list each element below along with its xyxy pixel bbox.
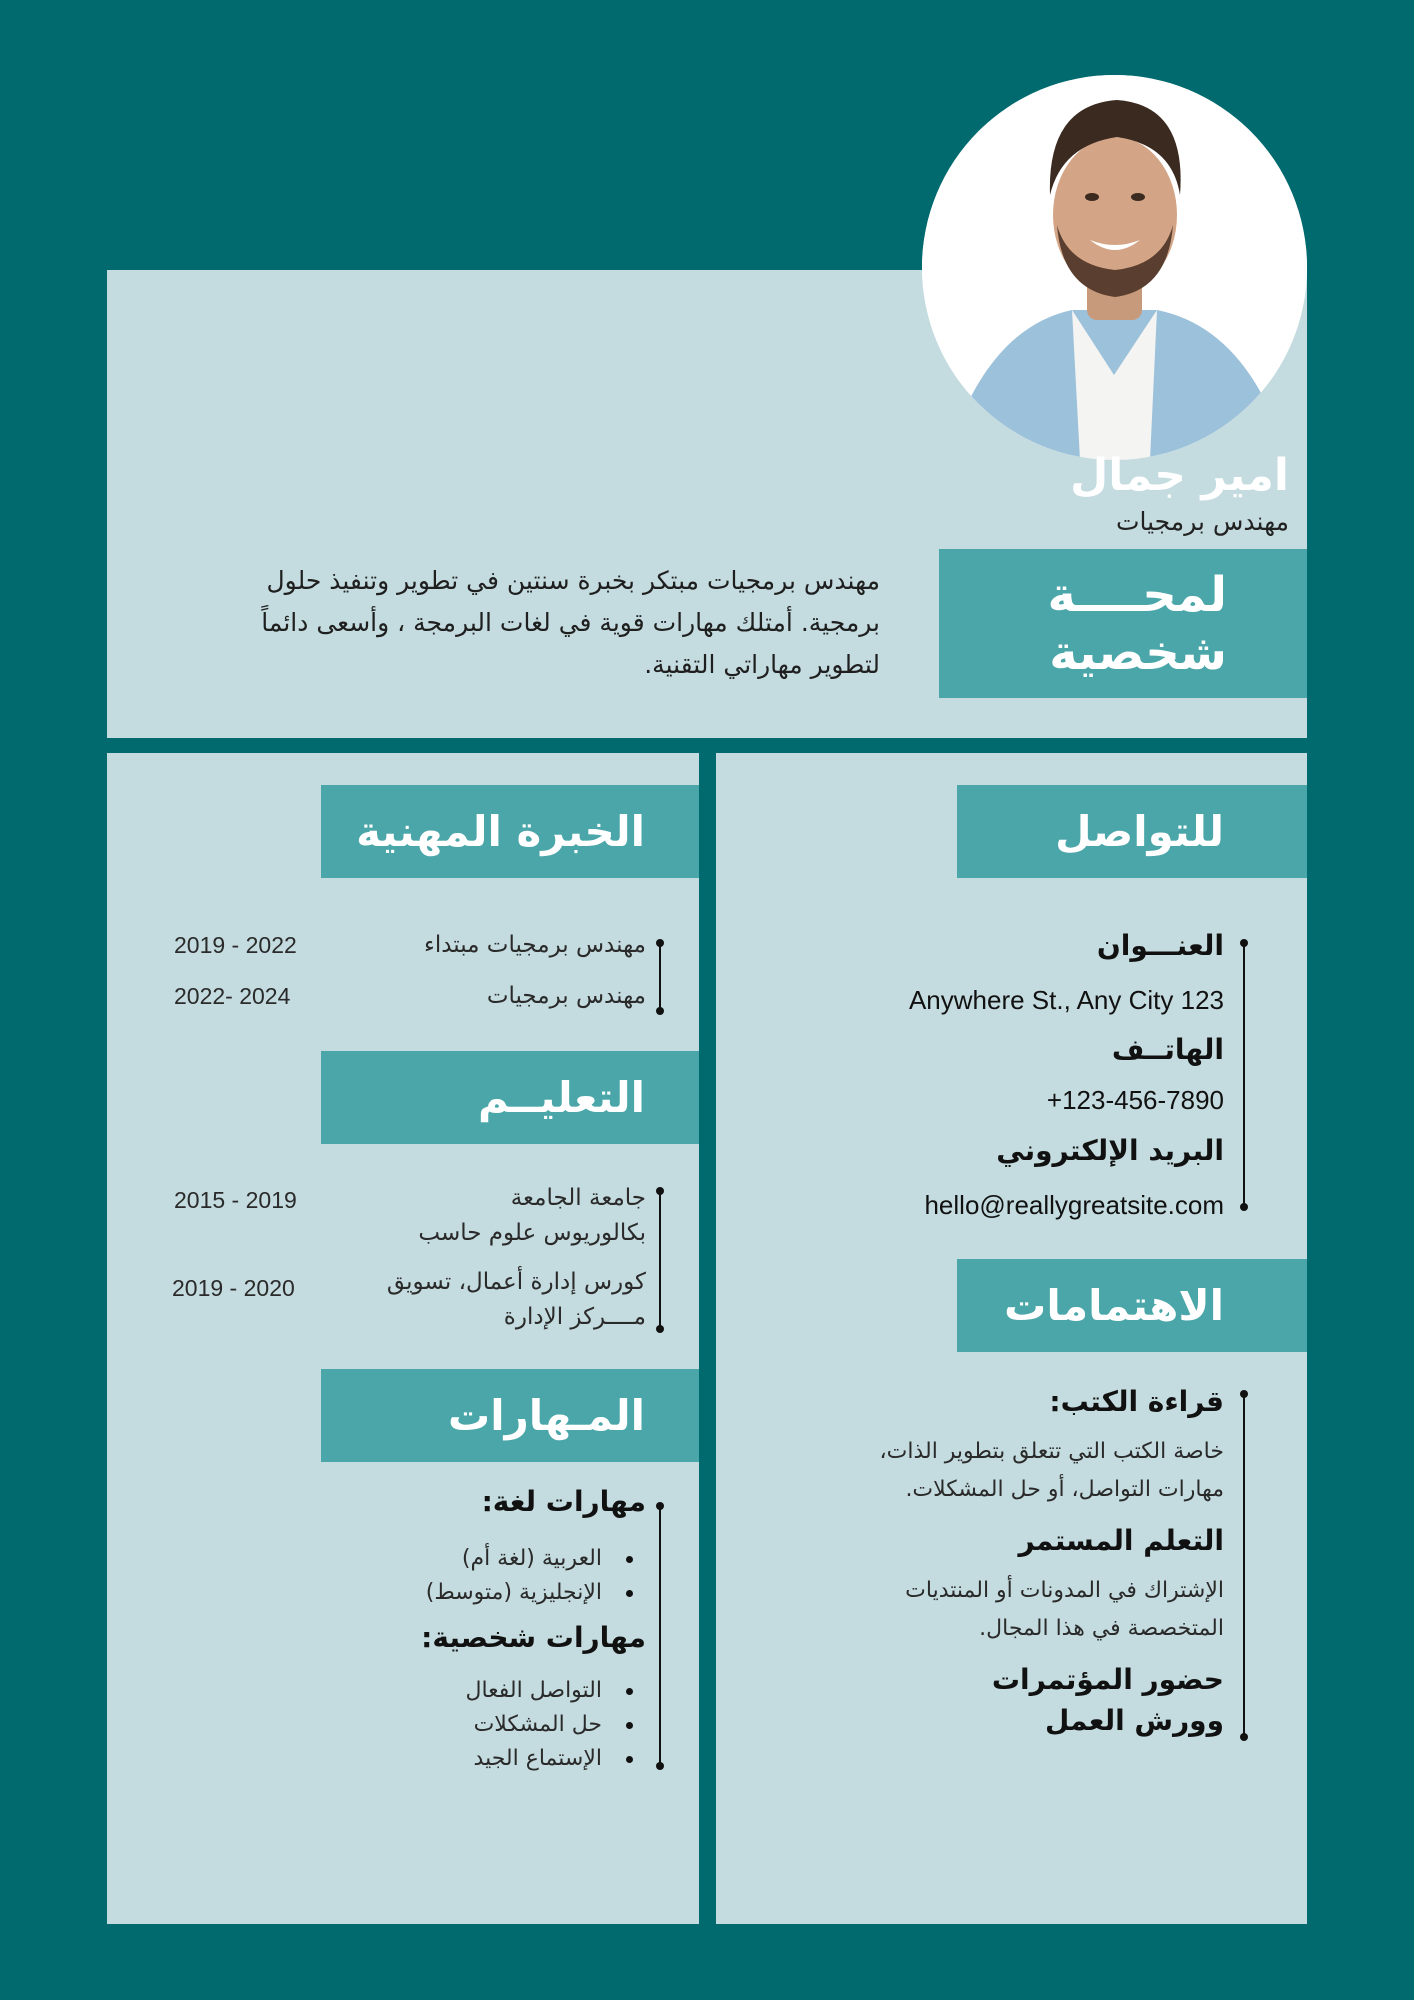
- profile-title-line1: لمحــــة: [1047, 566, 1227, 623]
- section-header-experience: [321, 785, 699, 878]
- interest-title: قراءة الكتب:: [1049, 1385, 1224, 1418]
- portrait-photo-icon: [922, 75, 1307, 460]
- profile-title-line2: شخصية: [1049, 624, 1227, 681]
- experience-title: الخبرة المهنية: [356, 807, 645, 856]
- candidate-job-title: مهندس برمجيات: [1115, 507, 1289, 536]
- email-label: البريد الإلكتروني: [996, 1134, 1224, 1167]
- email-link[interactable]: hello@reallygreatsite.com: [924, 1190, 1224, 1220]
- experience-dates: 2022- 2024: [174, 983, 291, 1009]
- candidate-name: امير جمال: [1070, 450, 1289, 501]
- section-header-skills: [321, 1369, 699, 1462]
- education-institution: جامعة الجامعة: [510, 1185, 646, 1211]
- language-skills-title: مهارات لغة:: [481, 1485, 646, 1518]
- profile-photo: [922, 75, 1307, 460]
- phone-value: +123-456-7890: [1046, 1085, 1224, 1115]
- interests-timeline: [1243, 1394, 1245, 1737]
- education-dates: 2019 - 2020: [172, 1275, 295, 1301]
- interests-title: الاهتمامات: [1004, 1281, 1224, 1330]
- profile-summary: مهندس برمجيات مبتكر بخبرة سنتين في تطوير وتنفيذ حلول برمجية. أمتلك مهارات قوية في لغات البرمجة ، وأسعى دائماً لتطوير مهاراتي التقنية.: [261, 566, 880, 679]
- section-header-contact: [957, 785, 1307, 878]
- list-item: التواصل الفعال: [465, 1674, 646, 1708]
- list-item: الإنجليزية (متوسط): [426, 1576, 646, 1610]
- phone-label: الهاتــف: [1111, 1033, 1224, 1066]
- list-item: حل المشكلات: [465, 1708, 646, 1742]
- interest-title: حضور المؤتمرات: [991, 1663, 1224, 1696]
- list-item: الإستماع الجيد: [465, 1742, 646, 1776]
- experience-role: مهندس برمجيات مبتداء: [424, 932, 646, 958]
- interest-description-line: المتخصصة في هذا المجال.: [979, 1616, 1224, 1641]
- language-skills-list: [426, 1542, 646, 1610]
- education-degree: بكالوريوس علوم حاسب: [418, 1220, 646, 1246]
- experience-timeline: [659, 943, 661, 1011]
- interest-title: وورش العمل: [1045, 1704, 1224, 1737]
- section-header-interests: [957, 1259, 1307, 1352]
- education-center: مــــركز الإدارة: [503, 1304, 646, 1330]
- list-item: العربية (لغة أم): [426, 1542, 646, 1576]
- experience-role: مهندس برمجيات: [486, 983, 646, 1009]
- section-header-education: [321, 1051, 699, 1144]
- section-header-profile: [939, 549, 1307, 698]
- interest-description-line: خاصة الكتب التي تتعلق بتطوير الذات،: [879, 1439, 1224, 1464]
- skills-title: المـهارات: [448, 1391, 645, 1440]
- interest-title: التعلم المستمر: [1018, 1524, 1224, 1557]
- skills-timeline: [659, 1506, 661, 1766]
- address-label: العنـــوان: [1096, 929, 1224, 962]
- education-timeline: [659, 1191, 661, 1329]
- interest-description-line: مهارات التواصل، أو حل المشكلات.: [905, 1477, 1224, 1502]
- interest-description: [905, 1572, 1224, 1648]
- education-dates: 2015 - 2019: [174, 1187, 297, 1213]
- interest-description-line: الإشتراك في المدونات أو المنتديات: [905, 1578, 1224, 1603]
- personal-skills-list: [465, 1674, 646, 1776]
- experience-dates: 2019 - 2022: [174, 932, 297, 958]
- contact-timeline: [1243, 943, 1245, 1207]
- education-course: كورس إدارة أعمال، تسويق: [386, 1269, 646, 1295]
- address-value: Anywhere St., Any City 123: [908, 985, 1224, 1015]
- education-title: التعليــم: [478, 1073, 645, 1122]
- personal-skills-title: مهارات شخصية:: [421, 1621, 646, 1654]
- contact-title: للتواصل: [1055, 807, 1224, 856]
- interest-description: [880, 1433, 1224, 1509]
